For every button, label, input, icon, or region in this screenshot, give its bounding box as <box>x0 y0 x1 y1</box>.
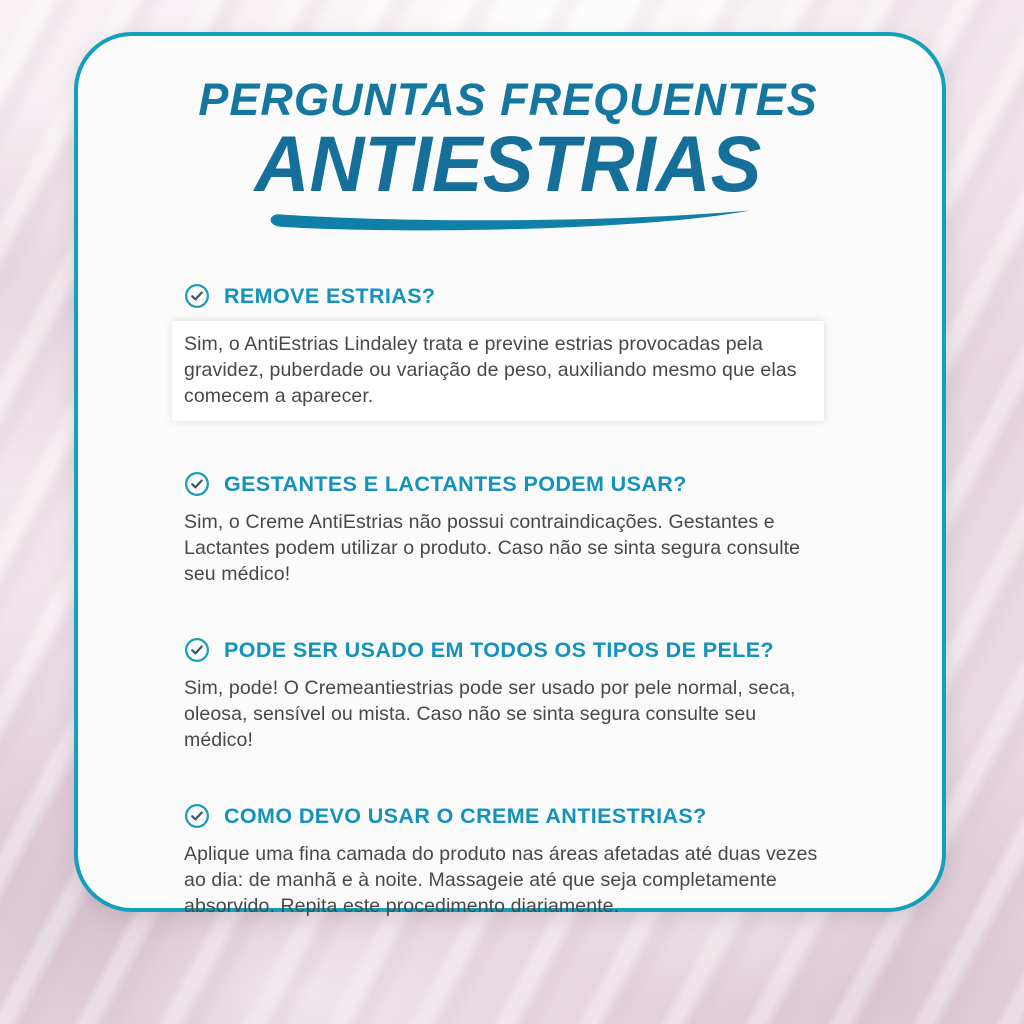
question-row <box>184 803 832 829</box>
answer-text: Sim, o Creme AntiEstrias não possui contraindicações. Gestantes e Lactantes podem utilizar o produto. Caso não se sinta segura consulte seu médico! <box>184 511 801 586</box>
title-underline-swoosh <box>184 207 832 233</box>
faq-item <box>184 283 832 421</box>
check-circle-icon <box>184 471 210 497</box>
check-circle-icon <box>184 803 210 829</box>
faq-card <box>74 32 946 918</box>
question-row <box>184 637 832 663</box>
faq-item <box>184 471 832 587</box>
answer-text: Sim, pode! O Cremeantiestrias pode ser usado por pele normal, seca, oleosa, sensível ou mista. Caso não se sinta segura consulte seu médico! <box>184 677 796 752</box>
page-subtitle: PERGUNTAS FREQUENTES <box>198 74 818 125</box>
answer-text: Aplique uma fina camada do produto nas áreas afetadas até duas vezes ao dia: de manhã e à noite. Massageie até que seja completamente absorvido. Repita este procedimento diariamente. <box>184 843 818 918</box>
question-heading: GESTANTES E LACTANTES PODEM USAR? <box>224 471 687 496</box>
question-heading: COMO DEVO USAR O CREME ANTIESTRIAS? <box>224 803 707 828</box>
title-block <box>184 76 832 233</box>
faq-item <box>184 637 832 753</box>
question-row <box>184 283 832 309</box>
question-heading: PODE SER USADO EM TODOS OS TIPOS DE PELE? <box>224 637 775 662</box>
answer-panel <box>172 321 824 421</box>
answer-text: Sim, o AntiEstrias Lindaley trata e previne estrias provocadas pela gravidez, puberdade ou variação de peso, auxiliando mesmo que elas comecem a aparecer. <box>184 333 797 408</box>
question-row <box>184 471 832 497</box>
check-circle-icon <box>184 283 210 309</box>
page-title: ANTIESTRIAS <box>254 120 762 209</box>
faq-item <box>184 803 832 919</box>
faq-list <box>184 283 832 919</box>
check-circle-icon <box>184 637 210 663</box>
question-heading: REMOVE ESTRIAS? <box>224 283 436 308</box>
